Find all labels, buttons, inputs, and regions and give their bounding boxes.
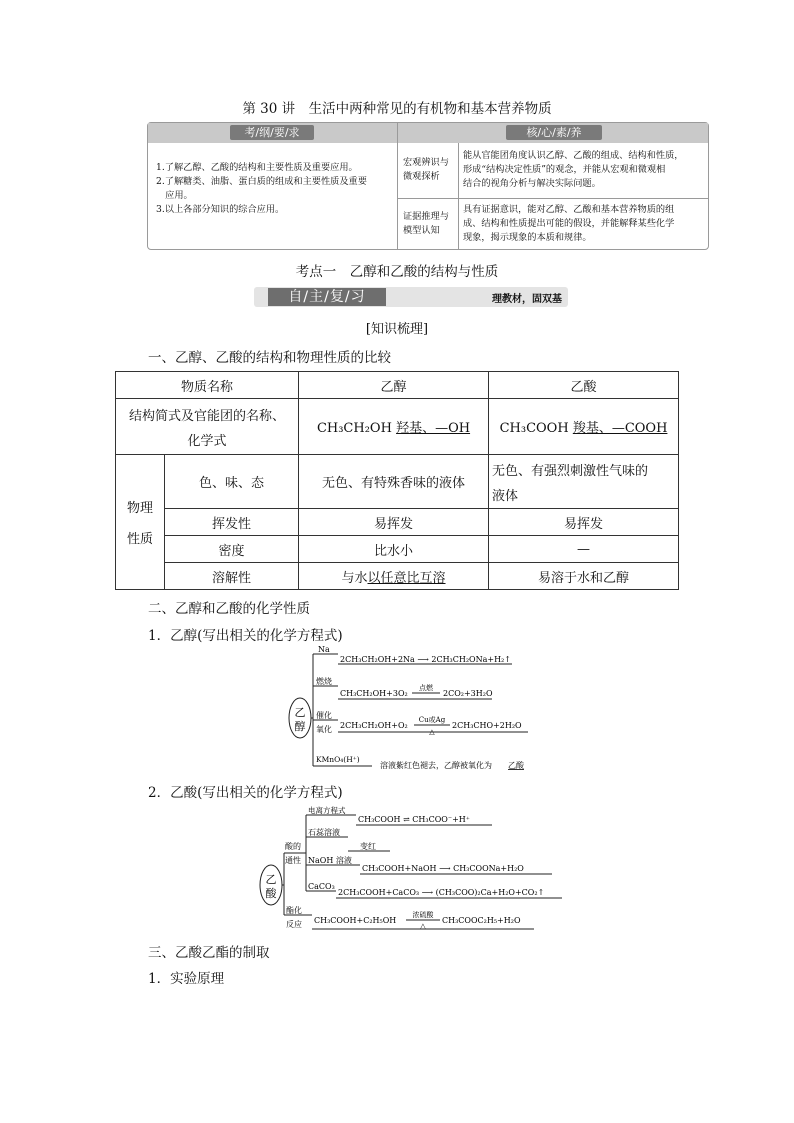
divider <box>397 123 398 249</box>
table-cell: 溶解性 <box>165 563 299 590</box>
branch-label: 氧化 <box>316 725 332 734</box>
table-cell: 易溶于水和乙醇 <box>489 563 679 590</box>
table-cell: 色、味、态 <box>165 455 299 509</box>
reaction-condition: △ <box>420 922 426 930</box>
cell-line: 化学式 <box>187 433 227 449</box>
equation: CH₃COOH+NaOH ⟶ CH₃COONa+H₂O <box>362 864 524 873</box>
core-literacy-header: 核/心/素/养 <box>506 125 602 140</box>
branch-label: 通性 <box>285 856 301 865</box>
banner-slogan: 理教材，固双基 <box>492 294 562 305</box>
table-cell: 密度 <box>165 536 299 563</box>
literacy-name-line: 宏观辨识与 <box>403 157 449 168</box>
literacy-name-line: 证据推理与 <box>403 211 449 222</box>
subsection-heading: 2．乙酸(写出相关的化学方程式) <box>148 785 343 801</box>
literacy-desc-line: 结合的视角分析与解决实际问题。 <box>463 178 601 189</box>
equation-left: CH₃COOH+C₂H₅OH <box>314 916 397 925</box>
literacy-desc-line: 现象，揭示现象的本质和规律。 <box>463 232 592 243</box>
solubility-answer: 以任意比互溶 <box>367 570 446 586</box>
section-title: 考点一 乙醇和乙酸的结构与性质 <box>295 264 499 280</box>
knowledge-subheading: [知识梳理] <box>365 322 429 337</box>
exam-requirements-list <box>156 161 396 217</box>
subsection-heading: 1．实验原理 <box>148 971 225 987</box>
comparison-table <box>115 371 679 590</box>
branch-label: 催化 <box>316 711 332 720</box>
table-cell: 无色、有特殊香味的液体 <box>299 455 489 509</box>
section-heading: 二、乙醇和乙酸的化学性质 <box>148 601 310 617</box>
table-cell: 挥发性 <box>165 509 299 536</box>
table-cell <box>116 399 299 455</box>
table-cell <box>116 455 165 590</box>
observation: 溶液紫红色褪去，乙醇被氧化为 <box>380 761 492 770</box>
table-cell <box>299 399 489 455</box>
list-item: 1.了解乙醇、乙酸的结构和主要性质及重要应用。 <box>156 162 358 173</box>
objectives-left-header-bar <box>148 123 397 143</box>
center-text: 乙 <box>294 706 306 719</box>
objectives-right-header-bar <box>398 123 708 143</box>
table-cell <box>299 563 489 590</box>
literacy-desc-line: 具有证据意识，能对乙醇、乙酸和基本营养物质的组 <box>463 204 675 215</box>
table-cell <box>489 455 679 509</box>
section-heading: 三、乙酸乙酯的制取 <box>148 945 270 961</box>
equation: CH₃COOH ⇌ CH₃COO⁻+H⁺ <box>358 815 470 824</box>
equation-left: CH₃CH₂OH+3O₂ <box>340 689 408 698</box>
functional-group-answer: 羟基、—OH <box>396 421 471 436</box>
ethanol-reaction-diagram <box>280 644 550 774</box>
equation: 2CH₃COOH+CaCO₃ ⟶ (CH₃COO)₂Ca+H₂O+CO₂↑ <box>338 888 545 897</box>
center-text: 醇 <box>294 720 306 733</box>
branch-label: KMnO₄(H⁺) <box>316 755 360 764</box>
list-item: 2.了解糖类、油脂、蛋白质的组成和主要性质及重要 <box>156 176 367 187</box>
cell-text: 与水 <box>341 570 368 586</box>
table-cell: 易挥发 <box>299 509 489 536</box>
acetic-acid-reaction-diagram <box>256 805 566 935</box>
cell-line: 无色、有强烈刺激性气味的 <box>492 463 649 479</box>
exam-requirements-header: 考/纲/要/求 <box>230 125 314 140</box>
equation-right: CH₃COOC₂H₅+H₂O <box>442 916 521 925</box>
table-cell: 易挥发 <box>489 509 679 536</box>
literacy-desc <box>463 203 708 245</box>
list-item: 应用。 <box>156 190 193 201</box>
center-text: 乙 <box>265 873 277 886</box>
reaction-condition: △ <box>429 728 435 736</box>
reaction-condition: Cu或Ag <box>418 716 446 724</box>
self-review-banner <box>254 287 568 307</box>
cell-line: 结构简式及官能团的名称、 <box>128 408 285 424</box>
branch-label: Na <box>318 645 330 654</box>
literacy-desc-line: 形成“结构决定性质”的观念，并能从宏观和微观相 <box>463 164 666 175</box>
table-cell: 比水小 <box>299 536 489 563</box>
branch-label: 酸的 <box>285 842 301 851</box>
literacy-name <box>403 210 458 238</box>
branch-label: 燃烧 <box>316 677 332 686</box>
center-text: 酸 <box>265 887 277 900</box>
divider <box>398 198 708 199</box>
self-review-label: 自/主/复/习 <box>268 288 386 306</box>
literacy-desc-line: 成、结构和性质提出可能的假设，并能解释某些化学 <box>463 218 675 229</box>
branch-label: 电离方程式 <box>308 806 346 815</box>
literacy-name <box>403 156 458 184</box>
literacy-desc <box>463 149 708 191</box>
equation-right: 2CO₂+3H₂O <box>443 689 493 698</box>
formula-text: CH₃CH₂OH <box>316 421 397 436</box>
reaction-condition: 浓硫酸 <box>412 911 434 919</box>
branch-label: 反应 <box>286 920 302 929</box>
literacy-desc-line: 能从官能团角度认识乙醇、乙酸的组成、结构和性质， <box>463 150 684 161</box>
oxidation-product: 乙酸 <box>508 761 524 770</box>
header-cell: 乙酸 <box>489 372 679 399</box>
branch-label: NaOH 溶液 <box>308 856 352 865</box>
header-cell: 乙醇 <box>299 372 489 399</box>
observation: 变红 <box>360 842 376 851</box>
cell-line: 液体 <box>492 488 519 504</box>
objectives-box <box>147 122 709 250</box>
literacy-name-line: 微观探析 <box>403 171 440 182</box>
section-heading: 一、乙醇、乙酸的结构和物理性质的比较 <box>148 350 391 366</box>
list-item: 3.以上各部分知识的综合应用。 <box>156 204 285 215</box>
branch-label: 酯化 <box>286 906 302 915</box>
equation-left: 2CH₃CH₂OH+O₂ <box>340 721 408 730</box>
formula-text: CH₃COOH <box>499 421 573 436</box>
literacy-name-line: 模型认知 <box>403 225 440 236</box>
branch-label: CaCO₃ <box>308 882 335 891</box>
equation: 2CH₃CH₂OH+2Na ⟶ 2CH₃CH₂ONa+H₂↑ <box>340 655 511 664</box>
table-cell: — <box>489 536 679 563</box>
header-cell: 物质名称 <box>116 372 299 399</box>
lesson-title: 第 30 讲 生活中两种常见的有机物和基本营养物质 <box>242 101 552 117</box>
equation-right: 2CH₃CHO+2H₂O <box>452 721 522 730</box>
subsection-heading: 1．乙醇(写出相关的化学方程式) <box>148 628 343 644</box>
branch-label: 石蕊溶液 <box>308 828 340 837</box>
table-cell <box>489 399 679 455</box>
divider <box>458 143 459 249</box>
functional-group-answer: 羧基、—COOH <box>572 421 668 436</box>
cell-line: 性质 <box>126 532 153 547</box>
reaction-condition: 点燃 <box>419 684 433 692</box>
cell-line: 物理 <box>126 501 153 516</box>
